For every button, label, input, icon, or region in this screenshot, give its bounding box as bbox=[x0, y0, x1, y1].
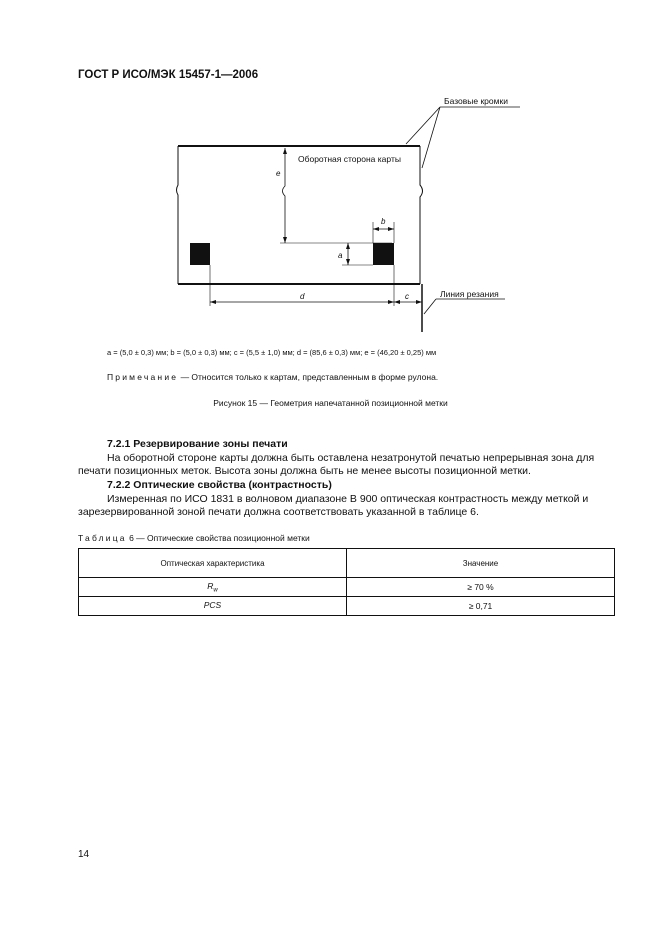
section-7-2-2-heading: 7.2.2 Оптические свойства (контрастность) bbox=[107, 479, 332, 491]
label-back-side: Оборотная сторона карты bbox=[298, 154, 401, 164]
table-header-row bbox=[79, 549, 615, 578]
label-e: e bbox=[276, 169, 281, 178]
table-row bbox=[79, 578, 615, 597]
figure-caption: Рисунок 15 — Геометрия напечатанной позиционной метки bbox=[213, 398, 448, 408]
label-base-edges: Базовые кромки bbox=[444, 96, 508, 106]
figure-dimensions: a = (5,0 ± 0,3) мм; b = (5,0 ± 0,3) мм; c = (5,5 ± 1,0) мм; d = (85,6 ± 0,3) мм; e = (46,20 ± 0,25) мм bbox=[107, 348, 437, 357]
row-value: ≥ 0,71 bbox=[347, 597, 615, 616]
row-name bbox=[79, 578, 347, 597]
row-name-main: R bbox=[207, 580, 214, 591]
label-b: b bbox=[381, 217, 386, 226]
dimension-e-line bbox=[283, 148, 286, 243]
position-mark-left bbox=[190, 243, 210, 265]
header-characteristic: Оптическая характеристика bbox=[79, 549, 347, 578]
section-7-2-1-heading: 7.2.1 Резервирование зоны печати bbox=[107, 438, 288, 450]
label-c: c bbox=[405, 292, 409, 301]
figure-15-diagram bbox=[0, 0, 661, 340]
note-prefix: Примечание bbox=[107, 372, 179, 382]
label-cut-line: Линия резания bbox=[440, 289, 499, 299]
row-name-sub: w bbox=[213, 587, 218, 594]
label-d: d bbox=[300, 292, 305, 301]
figure-note bbox=[107, 372, 438, 382]
row-value: ≥ 70 % bbox=[347, 578, 615, 597]
optical-properties-table bbox=[78, 548, 615, 616]
card-left-break bbox=[177, 146, 179, 284]
section-7-2-2-text: Измеренная по ИСО 1831 в волновом диапазоне В 900 оптическая контрастность между меткой и зарезервированной зоной печати должна соответствовать указанной в таблице 6. bbox=[78, 493, 589, 519]
table-caption-text: 6 — Оптические свойства позиционной метки bbox=[126, 533, 310, 543]
header-value: Значение bbox=[347, 549, 615, 578]
table-caption-prefix: Таблица bbox=[78, 533, 127, 543]
row-name-main: PCS bbox=[203, 599, 222, 610]
row-name bbox=[79, 597, 347, 616]
section-7-2-1-text: На оборотной стороне карты должна быть оставлена незатронутой печатью непрерывная зона для печати позиционных меток. Высота зоны должна быть не менее высоты позиционной метки. bbox=[78, 452, 595, 478]
table-row bbox=[79, 597, 615, 616]
position-mark-right bbox=[373, 243, 394, 265]
document-header: ГОСТ Р ИСО/МЭК 15457-1—2006 bbox=[78, 69, 259, 81]
label-a: a bbox=[338, 251, 343, 260]
table-caption bbox=[78, 533, 310, 543]
note-text: — Относится только к картам, представленным в форме рулона. bbox=[178, 372, 439, 382]
page-number: 14 bbox=[78, 849, 90, 860]
